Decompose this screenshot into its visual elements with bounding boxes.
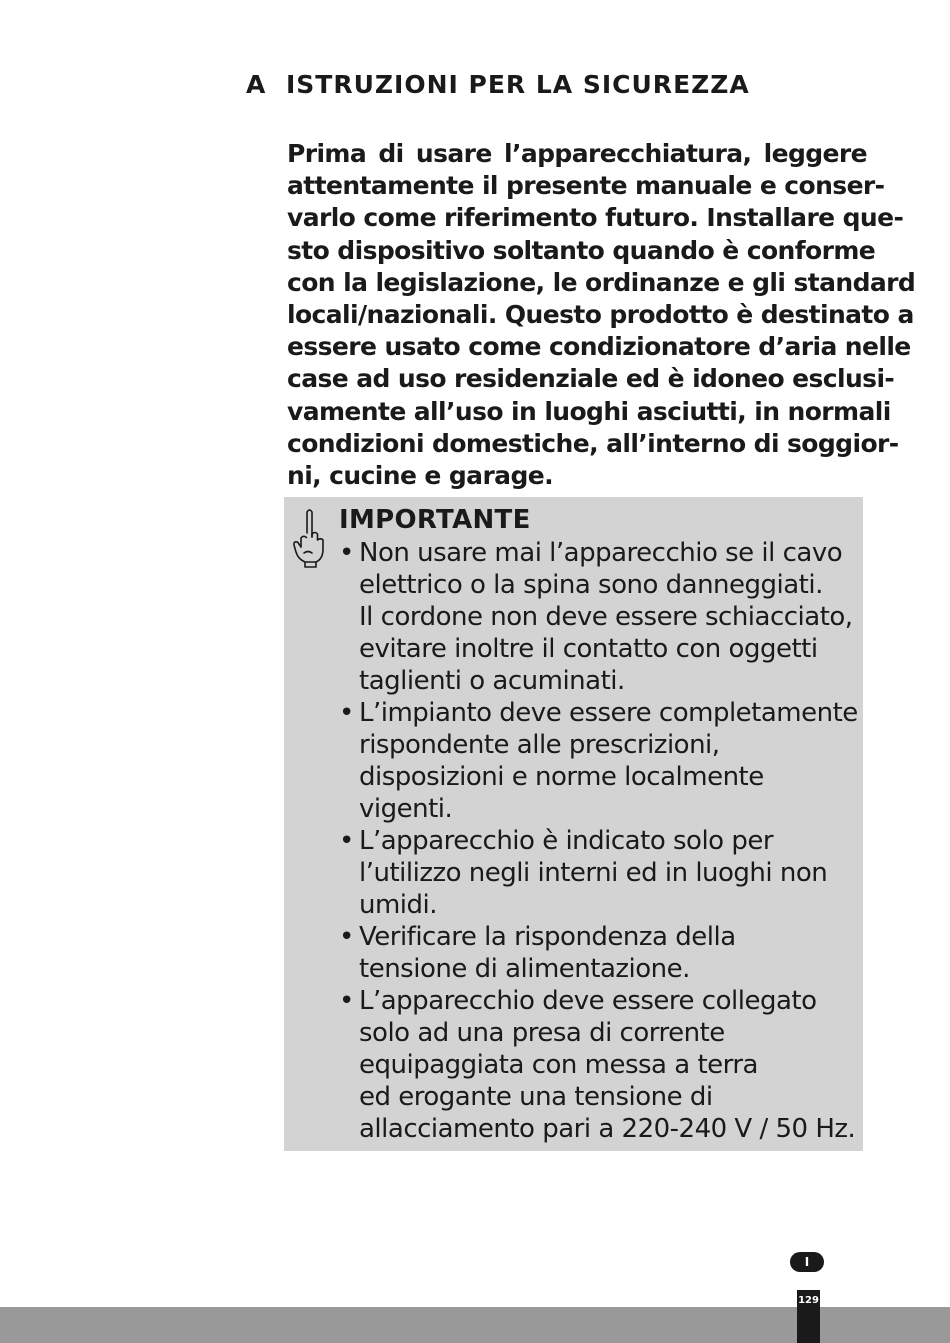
intro-line: con la legislazione, le ordinanze e gli standard — [287, 267, 916, 297]
notice-title: IMPORTANTE — [339, 505, 531, 535]
list-item-line: ed erogante una tensione di — [359, 1082, 713, 1112]
list-item-line: tensione di alimentazione. — [359, 954, 690, 984]
intro-line: ni, cucine e garage. — [287, 461, 554, 491]
list-item-line: umidi. — [359, 890, 438, 920]
list-item-line: allacciamento pari a 220-240 V / 50 Hz. — [359, 1114, 856, 1144]
intro-line: case ad uso residenziale ed è idoneo esclusi- — [287, 364, 895, 394]
list-item-line: evitare inoltre il contatto con oggetti — [359, 634, 818, 664]
notice-list — [339, 537, 861, 1145]
intro-line: varlo come riferimento futuro. Installare que- — [287, 203, 904, 233]
list-item — [339, 537, 861, 697]
intro-line: locali/nazionali. Questo prodotto è destinato a — [287, 300, 914, 330]
intro-paragraph — [287, 138, 916, 492]
bullet: • — [339, 922, 354, 952]
intro-line: attentamente il presente manuale e conser- — [287, 171, 885, 201]
list-item-line: elettrico o la spina sono danneggiati. — [359, 570, 823, 600]
list-item-line: rispondente alle prescrizioni, — [359, 730, 720, 760]
list-item — [339, 825, 861, 921]
list-item-line: Verificare la rispondenza della — [359, 922, 736, 952]
intro-line: sto dispositivo soltanto quando è conforme — [287, 235, 876, 265]
list-item-line: equipaggiata con messa a terra — [359, 1050, 758, 1080]
list-item-line: L’impianto deve essere completamente — [359, 698, 858, 728]
list-item — [339, 921, 861, 985]
list-item-line: l’utilizzo negli interni ed in luoghi non — [359, 858, 828, 888]
list-item-line: taglienti o acuminati. — [359, 666, 625, 696]
section-heading — [246, 70, 750, 99]
bullet: • — [339, 698, 354, 728]
bullet: • — [339, 538, 354, 568]
bullet: • — [339, 826, 354, 856]
section-title: ISTRUZIONI PER LA SICUREZZA — [286, 70, 750, 99]
section-letter: A — [246, 70, 267, 99]
page-number: 129 — [798, 1295, 819, 1306]
bullet: • — [339, 986, 354, 1016]
list-item-line: vigenti. — [359, 794, 453, 824]
list-item — [339, 985, 861, 1145]
intro-line: Prima di usare l’apparecchiatura, leggere — [287, 139, 867, 168]
important-notice-box — [284, 497, 863, 1151]
list-item-line: Non usare mai l’apparecchio se il cavo — [359, 538, 843, 568]
intro-line: condizioni domestiche, all’interno di soggior- — [287, 428, 899, 458]
intro-line: vamente all’uso in luoghi asciutti, in normali — [287, 396, 891, 426]
pointing-hand-icon — [290, 507, 328, 569]
list-item-line: disposizioni e norme localmente — [359, 762, 764, 792]
intro-line: essere usato come condizionatore d’aria nelle — [287, 332, 911, 362]
list-item-line: solo ad una presa di corrente — [359, 1018, 725, 1048]
language-badge: I — [790, 1252, 824, 1272]
list-item-line: L’apparecchio è indicato solo per — [359, 826, 774, 856]
list-item-line: Il cordone non deve essere schiacciato, — [359, 602, 853, 632]
list-item-line: L’apparecchio deve essere collegato — [359, 986, 817, 1016]
list-item — [339, 697, 861, 825]
